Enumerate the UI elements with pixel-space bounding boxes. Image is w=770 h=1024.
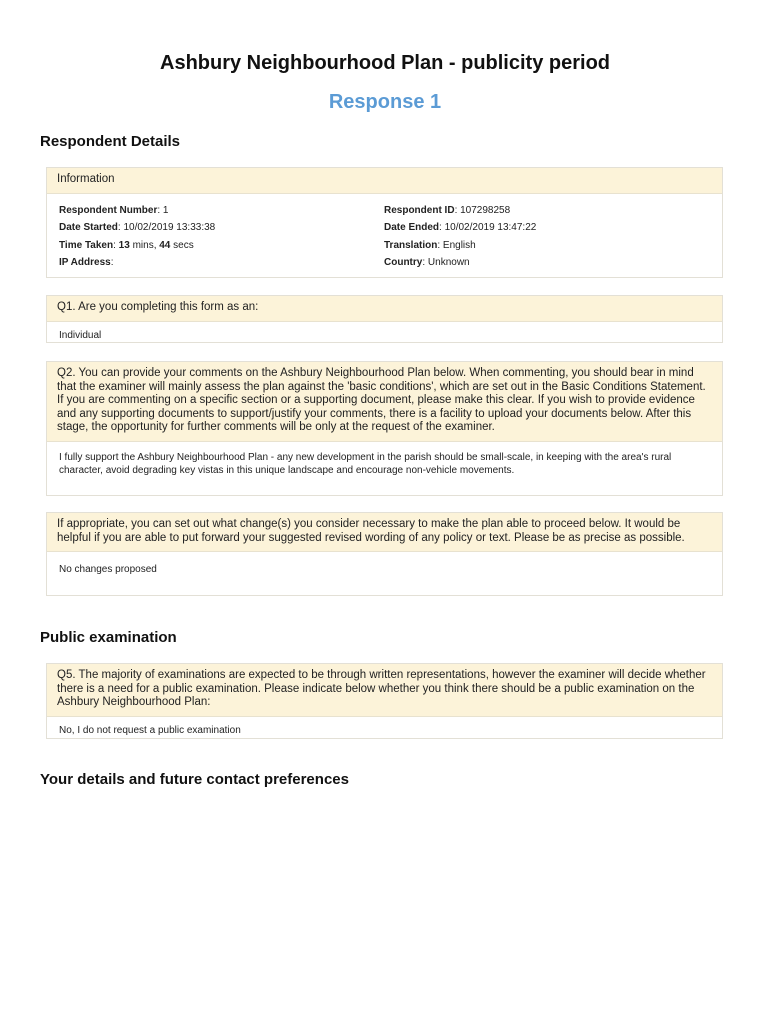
respondent-id-value: 107298258 (460, 204, 511, 216)
translation-field: Translation: English (384, 239, 476, 251)
date-ended-label: Date Ended (384, 222, 440, 233)
question-card-q1 (46, 295, 723, 343)
page-title: Ashbury Neighbourhood Plan - publicity period (160, 52, 610, 74)
ip-address-field: IP Address: (59, 257, 114, 268)
translation-value: English (442, 239, 476, 251)
answer-text-q5: No, I do not request a public examination (59, 724, 241, 736)
country-value: Unknown (427, 257, 470, 268)
section-heading-public-examination: Public examination (40, 629, 177, 646)
respondent-number-label: Respondent Number (59, 204, 158, 216)
respondent-id-field: Respondent ID: 107298258 (384, 204, 511, 216)
time-taken-secs: 44 (159, 239, 171, 251)
time-taken-field: Time Taken: 13 mins, 44 secs (59, 239, 194, 251)
question-text-q1: Q1. Are you completing this form as an: (47, 296, 722, 322)
answer-text-q1: Individual (59, 329, 102, 341)
translation-label: Translation (384, 239, 438, 251)
section-heading-respondent: Respondent Details (40, 133, 181, 150)
response-title: Response 1 (328, 91, 442, 113)
time-taken-secs-unit: secs (170, 239, 194, 251)
respondent-number-field: Respondent Number: 1 (59, 204, 169, 216)
date-ended-value: 10/02/2019 13:47:22 (444, 222, 537, 233)
respondent-id-label: Respondent ID (384, 204, 455, 216)
ip-address-label: IP Address (59, 257, 111, 268)
answer-text-q2: I fully support the Ashbury Neighbourhood Plan - any new development in the parish should be small-scale, in keeping with the area's rural character, avoid degrading key vistas in this unique landscape and encourage non-vehicle movements. (59, 451, 672, 476)
question-text-q5: Q5. The majority of examinations are expected to be through written representations, however the examiner will decide whether there is a need for a public examination. Please indicate below whether you think there should be a public examination on the Ashbury Neighbourhood Plan: (47, 664, 722, 717)
time-taken-mins-unit: mins, (129, 239, 160, 251)
section-heading-contact: Your details and future contact preferences (40, 771, 349, 788)
respondent-number-value: 1 (162, 204, 169, 216)
information-heading: Information (47, 168, 722, 194)
question-text-q2: Q2. You can provide your comments on the Ashbury Neighbourhood Plan below. When commenting, you should bear in mind that the examiner will mainly assess the plan against the 'basic conditions', which are set out in the Basic Conditions Statement. If you are commenting on a specific section or a supporting document, please make this clear. If you wish to provide evidence and any supporting documents to support/justify your comments, there is a facility to upload your documents below. After this stage, the opportunity for further comments will be only at the request of the examiner. (47, 362, 722, 442)
question-card-changes (46, 512, 723, 596)
country-label: Country (384, 257, 423, 268)
information-card (46, 167, 723, 278)
question-text-changes: If appropriate, you can set out what change(s) you consider necessary to make the plan able to proceed below. It would be helpful if you are able to put forward your suggested revised wording of any policy or text. Please be as precise as possible. (47, 513, 722, 552)
date-started-label: Date Started (59, 222, 118, 233)
country-field: Country: Unknown (384, 257, 470, 268)
time-taken-label: Time Taken (59, 239, 114, 251)
date-started-field: Date Started: 10/02/2019 13:33:38 (59, 222, 216, 233)
question-card-q2 (46, 361, 723, 496)
date-ended-field: Date Ended: 10/02/2019 13:47:22 (384, 222, 537, 233)
date-started-value: 10/02/2019 13:33:38 (123, 222, 216, 233)
question-card-q5 (46, 663, 723, 739)
answer-text-changes: No changes proposed (59, 564, 157, 575)
time-taken-mins: 13 (118, 239, 130, 251)
